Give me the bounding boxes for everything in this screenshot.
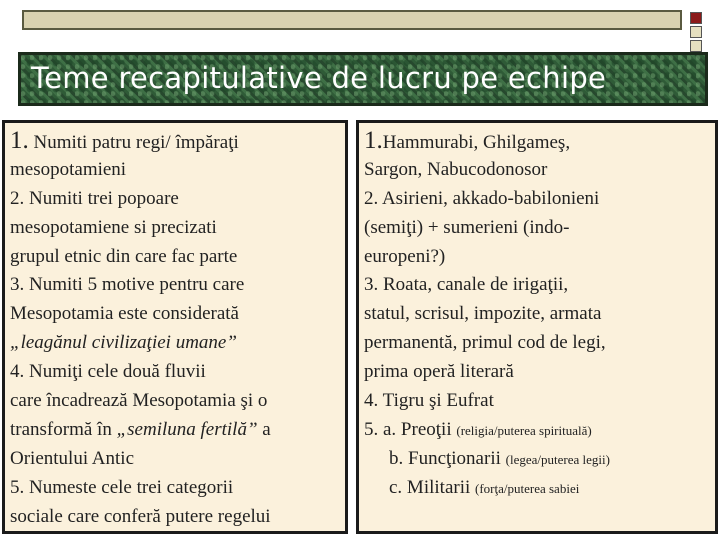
answer-line: prima operă literară [364, 361, 514, 383]
answer-line: 3. Roata, canale de irigaţii, [364, 274, 569, 296]
question-line: 3. Numiti 5 motive pentru care [10, 274, 245, 296]
questions-panel [2, 120, 348, 534]
question-line: care încadrează Mesopotamia şi o [10, 390, 268, 412]
decorative-square-light [690, 26, 702, 38]
answers-text [364, 127, 713, 503]
answer-text: c. Militarii [389, 476, 476, 498]
answer-line: Sargon, Nabucodonosor [364, 158, 548, 180]
answer-line: permanentă, primul cod de legi, [364, 332, 606, 354]
answer-line [364, 127, 713, 156]
top-decorative-bar [22, 10, 682, 30]
question-line: 2. Numiti trei popoare [10, 187, 179, 209]
question-text: Numiti patru regi/ împăraţi [28, 132, 239, 153]
question-line [10, 416, 343, 445]
answer-line: statul, scrisul, impozite, armata [364, 303, 602, 325]
question-text: transformă în [10, 418, 117, 440]
question-line: mesopotamiene si precizati [10, 216, 217, 238]
answers-panel [356, 120, 718, 534]
question-line: grupul etnic din care fac parte [10, 245, 238, 267]
answer-note: (religia/puterea spirituală) [456, 422, 592, 438]
answer-text: b. Funcţionarii [389, 447, 506, 469]
title-banner [18, 52, 708, 106]
question-line: 4. Numiţi cele două fluvii [10, 361, 206, 383]
question-line: Orientului Antic [10, 447, 135, 469]
answer-line: 4. Tigru şi Eufrat [364, 390, 494, 412]
question-line: 5. Numeste cele trei categorii [10, 476, 234, 498]
answer-line [364, 474, 713, 503]
question-line: sociale care conferă putere regelui [10, 505, 271, 527]
answer-text: Hammurabi, Ghilgameş, [382, 132, 571, 153]
answer-note: (legea/puterea legii) [505, 451, 610, 467]
answer-text: 5. a. Preoţii [364, 418, 457, 440]
answer-note: (forţa/puterea sabiei [475, 480, 580, 496]
decorative-square-red [690, 12, 702, 24]
question-text: a [257, 418, 271, 440]
decorative-square-light [690, 40, 702, 52]
question-text-italic: „semiluna fertilă” [116, 418, 258, 440]
answer-line: 2. Asirieni, akkado-babilonieni [364, 187, 600, 209]
question-line [10, 127, 343, 156]
question-number: 1. [10, 127, 29, 154]
questions-text [10, 127, 343, 531]
answer-line: europeni?) [364, 245, 446, 267]
question-line-italic: „leagănul civilizaţiei umane” [10, 332, 237, 354]
answer-line [364, 445, 713, 474]
slide-title: Teme recapitulative de lucru pe echipe [31, 61, 607, 95]
question-line: Mesopotamia este considerată [10, 303, 239, 325]
answer-line [364, 416, 713, 445]
answer-line: (semiţi) + sumerieni (indo- [364, 216, 570, 238]
question-line: mesopotamieni [10, 158, 127, 180]
answer-number: 1. [364, 127, 383, 154]
